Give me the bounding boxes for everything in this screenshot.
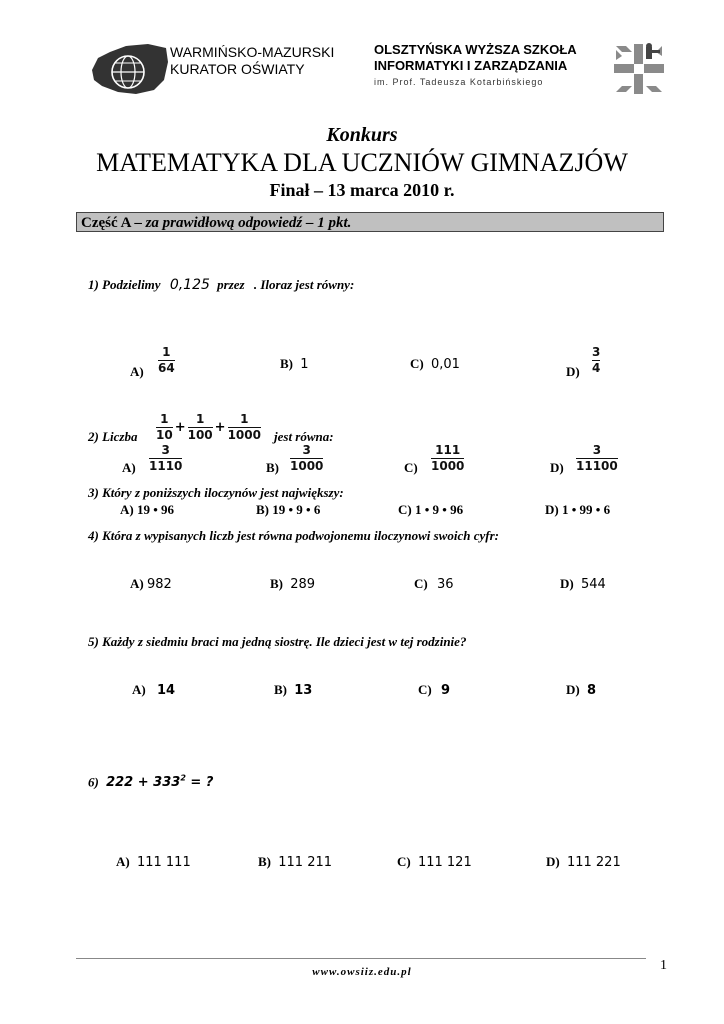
option-value: 9	[440, 683, 451, 698]
q3-option-b[interactable]: B) 19 • 9 • 6	[256, 502, 321, 517]
option-label: C)	[414, 576, 428, 591]
option-value: 13	[294, 683, 313, 698]
option-value: 14	[156, 683, 176, 698]
option-label: B)	[280, 356, 293, 371]
option-value: 289	[290, 577, 316, 592]
q5-option-a[interactable]	[132, 682, 175, 698]
option-value: 8	[586, 683, 597, 698]
option-value: 544	[580, 577, 606, 592]
school-line-3: im. Prof. Tadeusza Kotarbińskiego	[374, 77, 544, 87]
q2-option-d[interactable]	[550, 460, 564, 476]
option-value: 111 121	[417, 855, 472, 870]
q2-option-c[interactable]	[404, 460, 418, 476]
q4-option-c[interactable]	[414, 576, 454, 592]
q1-option-a[interactable]	[130, 364, 144, 380]
option-label: A)	[122, 460, 136, 475]
fraction: $\frac{1}{10}$	[156, 412, 173, 442]
q5-option-c[interactable]	[418, 682, 450, 698]
school-name	[374, 42, 577, 90]
q3-option-d[interactable]: D) 1 • 99 • 6	[545, 502, 611, 517]
page-title: MATEMATYKA DLA UCZNIÓW GIMNAZJÓW	[96, 148, 628, 177]
fraction: $\frac{1}{100}$	[187, 412, 213, 442]
option-label: B)	[274, 682, 287, 697]
option-label: D)	[566, 682, 580, 697]
q2-option-c-fraction	[431, 444, 464, 473]
question-3-text: 3) Który z poniższych iloczynów jest największy:	[88, 485, 344, 500]
option-value: 0,01	[430, 357, 460, 372]
fraction: $\frac{3}{1110}$	[149, 443, 183, 473]
section-header	[76, 212, 664, 232]
q2-option-a-fraction	[149, 444, 182, 473]
q6-expression: $222 + 333^2$ = ?	[106, 774, 214, 791]
q1-number: 0,125	[169, 277, 210, 293]
q3-option-a[interactable]: A) 19 • 96	[120, 502, 175, 517]
fraction: $\frac{1}{1000}$	[227, 412, 261, 442]
section-label: Część A –	[81, 215, 146, 231]
option-value: 111 221	[566, 855, 621, 870]
option-value: 111 211	[278, 855, 333, 870]
q6-option-b[interactable]	[258, 854, 332, 870]
option-value: 1	[300, 357, 309, 372]
plus-sign: +	[214, 420, 226, 435]
kurator-name	[170, 44, 334, 78]
q1-text-by: przez	[217, 277, 245, 292]
q2-option-b-fraction	[290, 444, 323, 473]
q3-option-c[interactable]: C) 1 • 9 • 96	[398, 502, 464, 517]
option-label: D)	[546, 854, 560, 869]
option-value: 36	[436, 577, 454, 592]
option-label: C)	[397, 854, 411, 869]
q2-option-a[interactable]	[122, 460, 136, 476]
page-number: 1	[660, 958, 667, 973]
question-5-text: 5) Każdy z siedmiu braci ma jedną siostrę. Ile dzieci jest w tej rodzinie?	[88, 634, 467, 649]
option-label: D)	[566, 364, 580, 379]
option-label: A)	[132, 682, 146, 697]
q1-option-a-fraction	[158, 346, 175, 375]
option-label: D)	[560, 576, 574, 591]
option-label: C)	[410, 356, 424, 371]
school-emblem-logo	[612, 42, 666, 96]
fraction: $\frac{111}{1000}$	[431, 443, 465, 473]
footer-url[interactable]: www.owsiiz.edu.pl	[312, 966, 412, 978]
option-label: A)	[116, 854, 130, 869]
option-value: 111 111	[136, 855, 191, 870]
q1-option-d[interactable]	[566, 364, 580, 380]
question-1	[88, 277, 354, 293]
option-value: 982	[146, 577, 172, 592]
kurator-line-1: WARMIŃSKO-MAZURSKI	[170, 44, 335, 60]
q6-option-c[interactable]	[397, 854, 472, 870]
option-label: B)	[266, 460, 279, 475]
q1-option-c[interactable]	[410, 356, 460, 372]
q2-expression	[156, 413, 261, 442]
kurator-map-logo	[88, 40, 170, 98]
q2-option-b[interactable]	[266, 460, 279, 476]
final-date: Finał – 13 marca 2010 r.	[269, 180, 455, 200]
question-2-text-end: jest równa:	[274, 429, 334, 444]
q6-option-d[interactable]	[546, 854, 621, 870]
q1-text-end: . Iloraz jest równy:	[253, 277, 355, 292]
question-4-text: 4) Która z wypisanych liczb jest równa podwojonemu iloczynowi swoich cyfr:	[88, 528, 499, 543]
option-label: A)	[130, 364, 144, 379]
fraction: $\frac{3}{1000}$	[290, 443, 324, 473]
q1-option-b[interactable]	[280, 356, 309, 372]
kurator-line-2: KURATOR OŚWIATY	[170, 61, 305, 77]
option-label: C)	[404, 460, 418, 475]
q4-option-a[interactable]	[130, 576, 172, 592]
contest-label: Konkurs	[326, 124, 398, 146]
q6-label: 6)	[88, 774, 99, 790]
q4-option-d[interactable]	[560, 576, 606, 592]
footer-divider	[76, 958, 646, 959]
school-line-1: OLSZTYŃSKA WYŻSZA SZKOŁA	[374, 42, 577, 57]
plus-sign: +	[174, 420, 186, 435]
q5-option-b[interactable]	[274, 682, 312, 698]
q1-text: 1) Podzielimy	[88, 277, 161, 292]
fraction: $\frac{1}{64}$	[158, 345, 175, 375]
option-label: B)	[258, 854, 271, 869]
option-label: C)	[418, 682, 432, 697]
question-2-text: 2) Liczba	[88, 429, 138, 444]
q6-option-a[interactable]	[116, 854, 191, 870]
section-points: za prawidłową odpowiedź – 1 pkt.	[145, 215, 352, 231]
fraction: $\frac{3}{11100}$	[576, 443, 618, 473]
option-label: B)	[270, 576, 283, 591]
question-6	[88, 774, 213, 790]
option-label: A)	[130, 576, 144, 591]
q4-option-b[interactable]	[270, 576, 315, 592]
q5-option-d[interactable]	[566, 682, 596, 698]
fraction: $\frac{3}{4}$	[592, 345, 601, 375]
option-label: D)	[550, 460, 564, 475]
school-line-2: INFORMATYKI I ZARZĄDZANIA	[374, 58, 568, 73]
q2-option-d-fraction	[576, 444, 618, 473]
q1-option-d-fraction	[592, 346, 600, 375]
